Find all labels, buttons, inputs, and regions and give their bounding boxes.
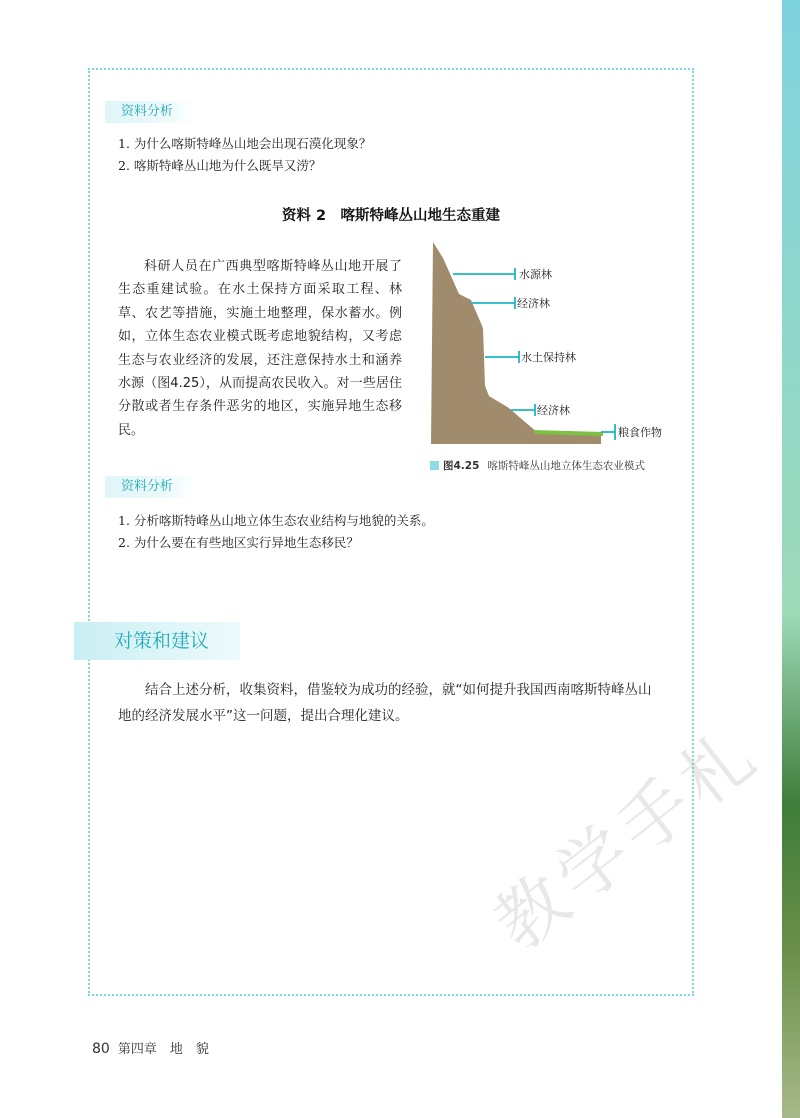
caption-text: 喀斯特峰丛山地立体生态农业模式 bbox=[487, 460, 645, 472]
analysis-tag-1: 资料分析 bbox=[105, 101, 195, 123]
material-title: 资料 2 喀斯特峰丛山地生态重建 bbox=[281, 208, 501, 224]
mountain-slope bbox=[431, 242, 601, 444]
label-economic-forest-lower: 经济林 bbox=[537, 404, 570, 417]
section-heading: 对策和建议 bbox=[74, 622, 240, 660]
figure-caption bbox=[430, 458, 645, 473]
watermark-text: 教学手札 bbox=[479, 709, 776, 967]
figure-number: 图4.25 bbox=[443, 460, 480, 472]
material-paragraph bbox=[118, 255, 402, 442]
analysis-questions-2 bbox=[118, 510, 434, 554]
section-body bbox=[118, 677, 663, 729]
label-water-forest: 水源林 bbox=[519, 268, 552, 281]
question-item: 1. 为什么喀斯特峰丛山地会出现石漠化现象？ bbox=[118, 136, 372, 151]
label-soil-conservation-forest: 水土保持林 bbox=[521, 351, 576, 364]
analysis-tag-2: 资料分析 bbox=[105, 476, 195, 498]
page-footer bbox=[92, 1038, 209, 1057]
section-body-text: 结合上述分析，收集资料，借鉴较为成功的经验，就“如何提升我国西南喀斯特峰丛山地的经济发展水平”这一问题，提出合理化建议。 bbox=[118, 682, 652, 724]
agroforestry-diagram bbox=[425, 236, 675, 456]
label-grain-crops: 粮食作物 bbox=[618, 426, 662, 439]
page-number: 80 bbox=[92, 1041, 110, 1057]
label-economic-forest-upper: 经济林 bbox=[517, 297, 550, 310]
question-item: 1. 分析喀斯特峰丛山地立体生态农业结构与地貌的关系。 bbox=[118, 513, 434, 528]
paragraph-text: 科研人员在广西典型喀斯特峰丛山地开展了生态重建试验。在水土保持方面采取工程、林草、农艺等措施，实施土地整理，保水蓄水。例如，立体生态农业模式既考虑地貌结构，又考虑生态与农业经济的发展，还注意保持水土和涵养水源（图4.25），从而提高农民收入。对一些居住分散或者生存条件恶劣的地区，实施异地生态移民。 bbox=[118, 259, 402, 438]
caption-marker bbox=[430, 461, 439, 470]
analysis-questions-1 bbox=[118, 133, 371, 177]
page-edge-strip bbox=[782, 0, 800, 1118]
question-item: 2. 为什么要在有些地区实行异地生态移民？ bbox=[118, 535, 359, 550]
question-item: 2. 喀斯特峰丛山地为什么既旱又涝？ bbox=[118, 158, 322, 173]
chapter-name: 第四章 地 貌 bbox=[117, 1042, 209, 1057]
